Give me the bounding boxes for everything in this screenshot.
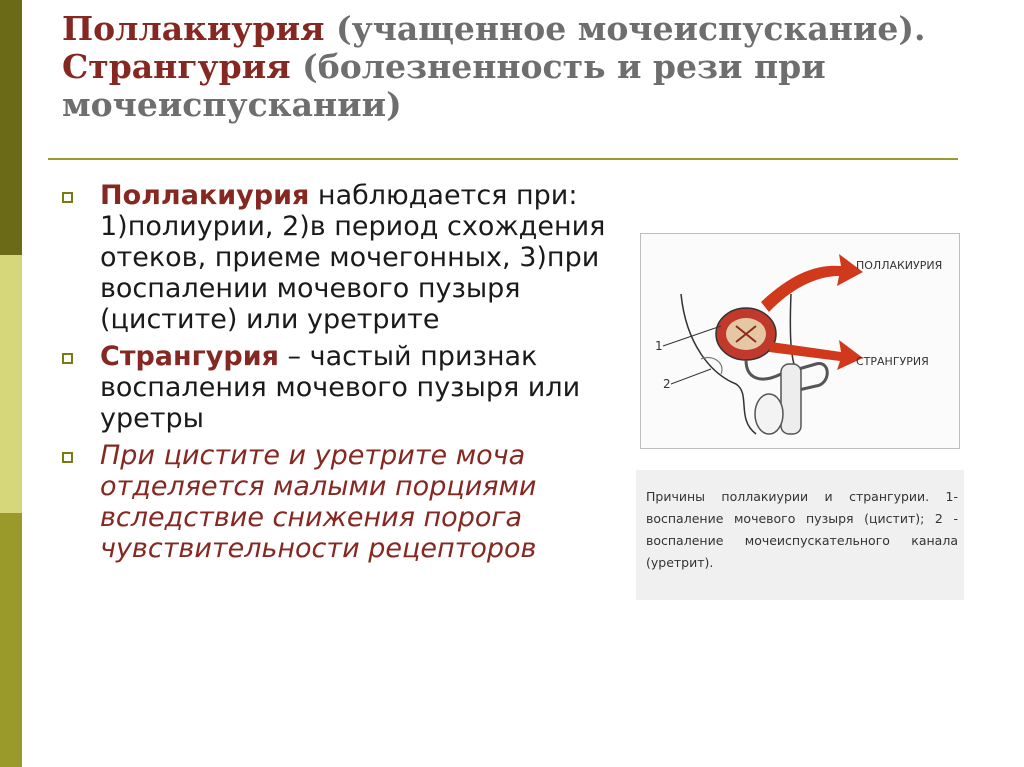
- title-term-2-desc: (болезненность и рези при мочеиспускании): [62, 47, 826, 124]
- title-term-2: Странгурия: [62, 47, 291, 86]
- sidebar-light-band: [0, 255, 22, 513]
- bullet-text: наблюдается при: 1)полиурии, 2)в период схождения отеков, приеме мочегонных, 3)при воспалении мочевого пузыря (цистите) или уретрите: [100, 180, 606, 335]
- title-term-1-desc: (учащенное мочеиспускание).: [335, 9, 926, 48]
- square-bullet-icon: [62, 452, 73, 463]
- square-bullet-icon: [62, 192, 73, 203]
- square-bullet-icon: [62, 353, 73, 364]
- title-underline: [48, 158, 958, 160]
- bullet-italic-text: При цистите и уретрите моча отделяется малыми порциями вследствие снижения порога чувствительности рецепторов: [100, 440, 537, 564]
- bullet-text: – частый признак воспаления мочевого пузыря или уретры: [100, 341, 581, 434]
- sidebar-decoration: [0, 0, 22, 767]
- marker-1: 1: [655, 339, 663, 353]
- bullet-highlight: Странгурия: [100, 341, 279, 372]
- figure-caption: Причины поллакиурии и странгурии. 1- воспаление мочевого пузыря (цистит); 2 - воспаление мочеиспускательного канала (уретрит).: [646, 489, 958, 570]
- anatomy-figure: [640, 233, 960, 449]
- title-term-1: Поллакиурия: [62, 9, 325, 48]
- bullet-item-note: [62, 440, 622, 564]
- bullet-item-pollakiuria: [62, 180, 622, 335]
- bullet-list: [62, 180, 622, 570]
- figure-label-stranguria: СТРАНГУРИЯ: [856, 355, 929, 368]
- bullet-highlight: Поллакиурия: [100, 180, 310, 211]
- sidebar-dark-band: [0, 0, 22, 255]
- figure-label-pollakiuria: ПОЛЛАКИУРИЯ: [856, 259, 943, 272]
- arrow-up-icon: [761, 254, 863, 312]
- slide-title: [62, 10, 982, 124]
- bullet-item-stranguria: [62, 341, 622, 434]
- urogenital-diagram: [641, 234, 959, 448]
- sidebar-mid-band: [0, 513, 22, 767]
- marker-2: 2: [663, 377, 671, 391]
